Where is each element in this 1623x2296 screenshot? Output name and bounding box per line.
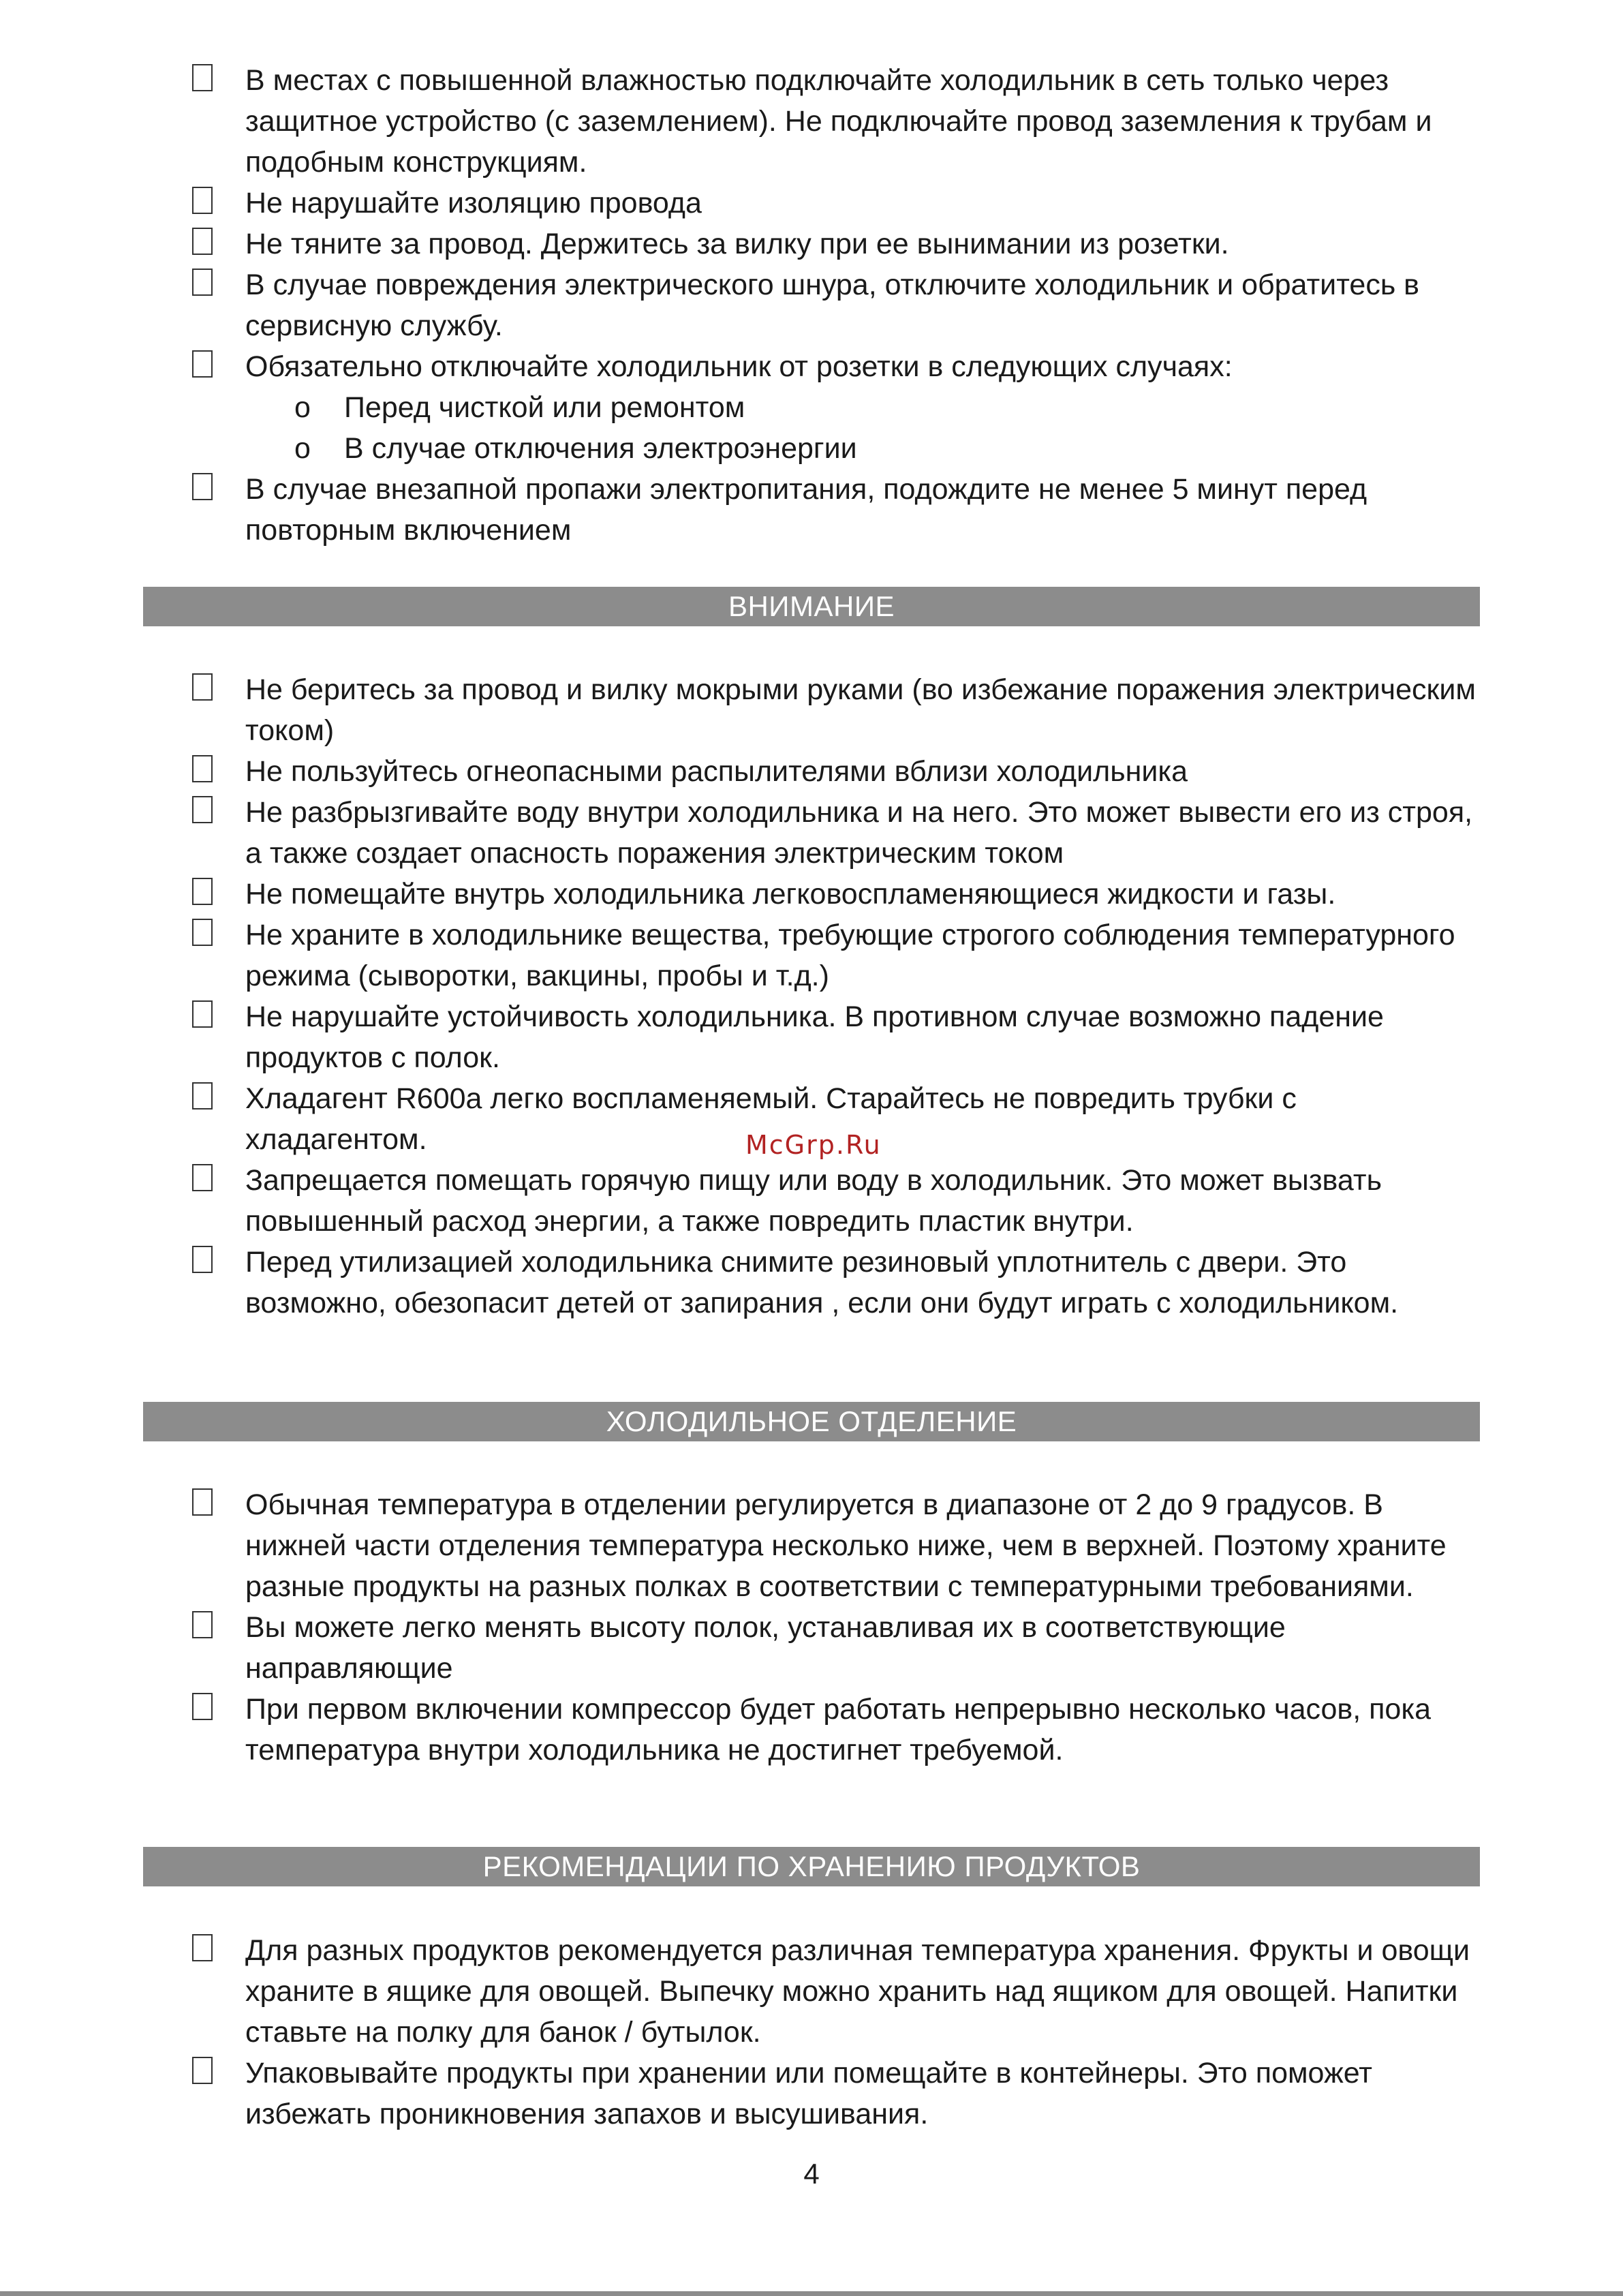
list-item <box>0 183 1623 224</box>
bullet-icon <box>192 2057 213 2084</box>
list-item <box>0 2053 1623 2134</box>
bullet-icon <box>192 878 213 905</box>
list-item-text: Перед утилизацией холодильника снимите резиновый уплотнитель с двери. Это возможно, обезопасит детей от запирания , если они будут играть с холодильником. <box>245 1246 1399 1319</box>
bullet-icon <box>192 1000 213 1028</box>
list-item-text: Не пользуйтесь огнеопасными распылителями вблизи холодильника <box>245 755 1188 788</box>
bullet-icon <box>192 187 213 214</box>
list-item-text: Обычная температура в отделении регулируется в диапазоне от 2 до 9 градусов. В нижней части отделения температура несколько ниже, чем в верхней. Поэтому храните разные продукты на разных полках в соответствии с температурными требованиями. <box>245 1488 1447 1603</box>
bullet-icon <box>192 1488 213 1516</box>
list-item-text: При первом включении компрессор будет работать непрерывно несколько часов, пока температура внутри холодильника не достигнет требуемой. <box>245 1693 1431 1766</box>
list-item <box>0 469 1623 551</box>
list-item-text: Для разных продуктов рекомендуется различная температура хранения. Фрукты и овощи храните в ящике для овощей. Выпечку можно хранить над ящиком для овощей. Напитки ставьте на полку для банок / бутылок. <box>245 1934 1470 2049</box>
bullet-icon <box>192 1693 213 1720</box>
list-item-text: Запрещается помещать горячую пищу или воду в холодильник. Это может вызвать повышенный расход энергии, а также повредить пластик внутри. <box>245 1164 1382 1238</box>
list-item-text: Вы можете легко менять высоту полок, устанавливая их в соответствующие направляющие <box>245 1611 1286 1685</box>
fridge-section-heading: ХОЛОДИЛЬНОЕ ОТДЕЛЕНИЕ <box>143 1402 1480 1441</box>
bullet-icon <box>192 350 213 378</box>
list-item-text: Упаковывайте продукты при хранении или помещайте в контейнеры. Это поможет избежать проникновения запахов и высушивания. <box>245 2057 1372 2130</box>
list-item <box>0 224 1623 264</box>
sub-list-item <box>0 387 1623 428</box>
bullet-icon <box>192 796 213 823</box>
list-item <box>0 996 1623 1078</box>
list-item <box>0 669 1623 751</box>
list-item <box>0 1160 1623 1242</box>
list-item-text: Обязательно отключайте холодильник от розетки в следующих случаях: <box>245 350 1233 383</box>
list-item <box>0 264 1623 346</box>
sub-list-item <box>0 428 1623 469</box>
list-item <box>0 1484 1623 1607</box>
list-item-text: Не нарушайте устойчивость холодильника. В противном случае возможно падение продуктов с полок. <box>245 1000 1384 1074</box>
storage-list <box>0 1930 1623 2134</box>
list-item-text: В случае внезапной пропажи электропитания, подождите не менее 5 минут перед повторным включением <box>245 473 1367 547</box>
fridge-list <box>0 1484 1623 1771</box>
sub-list-item-text: В случае отключения электроэнергии <box>344 432 857 465</box>
list-item <box>0 792 1623 874</box>
bullet-icon <box>192 473 213 500</box>
list-item <box>0 60 1623 183</box>
warning-list <box>0 669 1623 1323</box>
bullet-icon <box>192 1611 213 1638</box>
list-item-text: В местах с повышенной влажностью подключайте холодильник в сеть только через защитное устройство (с заземлением). Не подключайте провод заземления к трубам и подобным конструкциям. <box>245 64 1432 179</box>
list-item <box>0 1930 1623 2053</box>
bottom-rule <box>0 2291 1623 2296</box>
bullet-icon <box>192 64 213 91</box>
bullet-icon <box>192 1246 213 1273</box>
bullet-icon <box>192 228 213 255</box>
list-item-text: Не нарушайте изоляцию провода <box>245 187 702 219</box>
list-item-text: В случае повреждения электрического шнура, отключите холодильник и обратитесь в сервисную службу. <box>245 269 1420 342</box>
sub-bullet-icon: o <box>294 391 311 424</box>
list-item <box>0 1607 1623 1689</box>
bullet-icon <box>192 919 213 946</box>
sub-list-item-text: Перед чисткой или ремонтом <box>344 391 745 424</box>
warning-heading: ВНИМАНИЕ <box>143 587 1480 626</box>
list-item <box>0 346 1623 387</box>
bullet-icon <box>192 755 213 782</box>
list-item-text: Не беритесь за провод и вилку мокрыми руками (во избежание поражения электрическим током) <box>245 673 1476 747</box>
list-item-text: Не помещайте внутрь холодильника легковоспламеняющиеся жидкости и газы. <box>245 878 1336 910</box>
bullet-icon <box>192 1082 213 1109</box>
list-item <box>0 1242 1623 1323</box>
page-number: 4 <box>803 2158 820 2190</box>
list-item-text: Хладагент R600a легко воспламеняемый. Старайтесь не повредить трубки с хладагентом. <box>245 1082 1297 1156</box>
sub-bullet-icon: o <box>294 432 311 465</box>
list-item <box>0 915 1623 996</box>
bullet-icon <box>192 1164 213 1191</box>
bullet-icon <box>192 1934 213 1961</box>
list-item-text: Не храните в холодильнике вещества, требующие строгого соблюдения температурного режима (сыворотки, вакцины, пробы и т.д.) <box>245 919 1455 992</box>
list-item-text: Не тяните за провод. Держитесь за вилку при ее вынимании из розетки. <box>245 228 1229 260</box>
sub-list <box>0 387 1623 469</box>
bullet-icon <box>192 269 213 296</box>
list-item <box>0 751 1623 792</box>
storage-section-heading: РЕКОМЕНДАЦИИ ПО ХРАНЕНИЮ ПРОДУКТОВ <box>143 1847 1480 1886</box>
sub-list-container <box>0 387 1623 469</box>
list-item <box>0 874 1623 915</box>
bullet-icon <box>192 673 213 701</box>
watermark: McGrp.Ru <box>745 1130 882 1160</box>
list-item-text: Не разбрызгивайте воду внутри холодильника и на него. Это может вывести его из строя, а также создает опасность поражения электрическим током <box>245 796 1473 870</box>
intro-list <box>0 60 1623 551</box>
list-item <box>0 1689 1623 1771</box>
